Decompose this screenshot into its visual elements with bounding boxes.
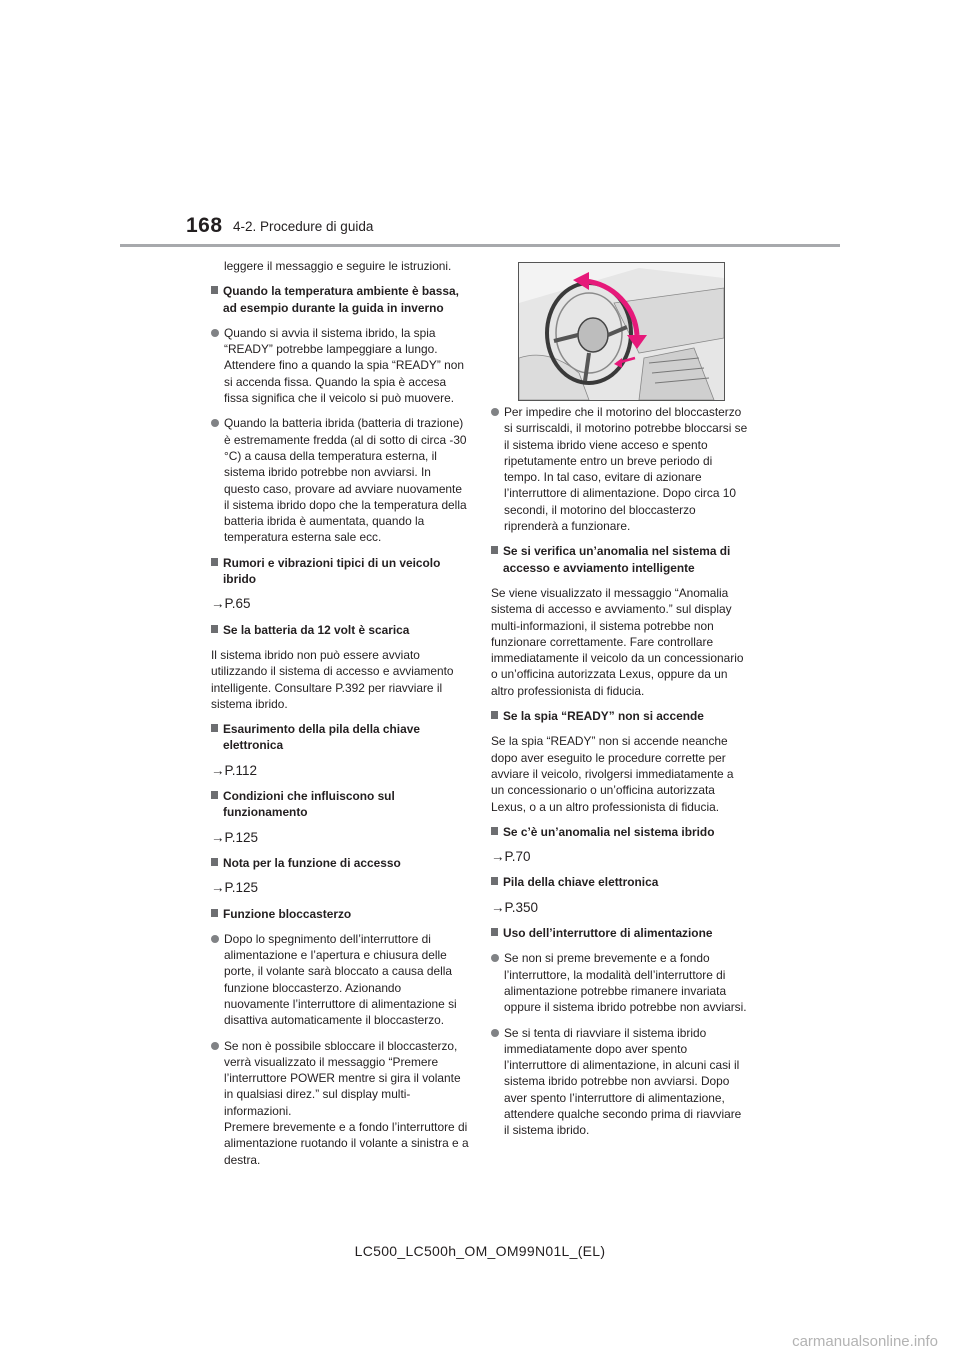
intro-text: leggere il messaggio e seguire le istruzioni. xyxy=(224,259,452,273)
bullet-ready-blink: Quando si avvia il sistema ibrido, la spia “READY” potrebbe lampeggiare a lungo. Attendere fino a quando la spia “READY” non si accenda fissa. Quando la spia è accesa fissa significa che il veicolo si può muovere. xyxy=(211,325,469,406)
page-reference[interactable]: →P.112 xyxy=(211,762,258,778)
bullet-steering-lock-2: Se non è possibile sbloccare il bloccasterzo, verrà visualizzato il messaggio “Premere l’interruttore POWER mentre si gira il volante in qualsiasi direz.” sul display multi-informazioni. Premere brevemente e a fondo l’interruttore di alimentazione ruotando il volante a sinistra e a destra. xyxy=(211,1038,469,1168)
bullet-lock-motor: Per impedire che il motorino del bloccasterzo si surriscaldi, il motorino potrebbe bloccarsi se il sistema ibrido viene acceso e spento ripetutamente entro un breve periodo di tempo. In tal caso, evitare di azionare l’interruttore di alimentazione. Dopo circa 10 secondi, il motorino del bloccasterzo riprenderà a funzionare. xyxy=(491,404,749,534)
heading-key-battery: Esaurimento della pila della chiave elettronica xyxy=(211,721,469,754)
page-reference[interactable]: →P.125 xyxy=(211,829,259,845)
square-bullet-icon xyxy=(491,877,498,885)
heading-steering-lock: Funzione bloccasterzo xyxy=(211,906,469,922)
footer-code: LC500_LC500h_OM_OM99N01L_(EL) xyxy=(354,1243,606,1259)
square-bullet-icon xyxy=(211,909,218,917)
bullet-power-1: Se non si preme brevemente e a fondo l’interruttore, la modalità dell’interruttore di alimentazione potrebbe rimanere invariata oppure il sistema ibrido potrebbe non avviarsi. xyxy=(491,950,749,1015)
page-reference[interactable]: →P.350 xyxy=(491,899,539,915)
heading-key-cell: Pila della chiave elettronica xyxy=(491,874,749,890)
square-bullet-icon xyxy=(491,546,498,554)
square-bullet-icon xyxy=(491,711,498,719)
square-bullet-icon xyxy=(211,858,218,866)
bullet-dot-icon xyxy=(211,419,219,427)
paragraph-12v-battery: Il sistema ibrido non può essere avviato utilizzando il sistema di accesso e avviamento intelligente. Consultare P.392 per riavviare il sistema ibrido. xyxy=(211,647,454,711)
square-bullet-icon xyxy=(211,724,218,732)
bullet-dot-icon xyxy=(211,1042,219,1050)
bullet-dot-icon xyxy=(491,1029,499,1037)
watermark[interactable]: carmanualsonline.info xyxy=(792,1333,938,1350)
heading-hybrid-fault: Se c’è un’anomalia nel sistema ibrido xyxy=(491,824,749,840)
heading-noise: Rumori e vibrazioni tipici di un veicolo ibrido xyxy=(211,555,469,588)
square-bullet-icon xyxy=(211,791,218,799)
heading-power-switch: Uso dell’interruttore di alimentazione xyxy=(491,925,749,941)
page-reference[interactable]: →P.70 xyxy=(491,849,531,865)
right-column xyxy=(491,404,749,1148)
steering-illustration xyxy=(518,262,725,401)
header-rule xyxy=(120,244,840,247)
heading-conditions: Condizioni che influiscono sul funzionamento xyxy=(211,788,469,821)
heading-ready-off: Se la spia “READY” non si accende xyxy=(491,708,749,724)
heading-low-temperature: Quando la temperatura ambiente è bassa, ad esempio durante la guida in inverno xyxy=(211,283,469,316)
bullet-dot-icon xyxy=(211,935,219,943)
square-bullet-icon xyxy=(491,928,498,936)
steering-wheel-illustration xyxy=(519,263,724,400)
heading-anomaly: Se si verifica un’anomalia nel sistema di accesso e avviamento intelligente xyxy=(491,543,749,576)
paragraph-ready-off: Se la spia “READY” non si accende neanche dopo aver eseguito le procedure corrette per avviare il veicolo, rivolgersi immediatamente a un concessionario o un’officina autorizzata Lexus, o a un altro professionista di fiducia. xyxy=(491,734,734,814)
bullet-dot-icon xyxy=(491,408,499,416)
page-reference[interactable]: →P.125 xyxy=(211,880,259,896)
square-bullet-icon xyxy=(211,286,218,294)
bullet-power-2: Se si tenta di riavviare il sistema ibrido immediatamente dopo aver spento l’interruttore di alimentazione, in alcuni casi il sistema ibrido potrebbe non avviarsi. Dopo aver spento l’interruttore di alimentazione, attendere qualche secondo prima di riavviare il sistema ibrido. xyxy=(491,1025,749,1139)
left-column xyxy=(211,258,469,1177)
square-bullet-icon xyxy=(211,625,218,633)
bullet-dot-icon xyxy=(211,329,219,337)
heading-12v-battery: Se la batteria da 12 volt è scarica xyxy=(211,622,469,638)
bullet-steering-lock-1: Dopo lo spegnimento dell’interruttore di alimentazione e l’apertura e chiusura delle porte, il volante sarà bloccato a causa della funzione bloccasterzo. Azionando nuovamente l’interruttore di alimentazione si disattiva automaticamente il bloccasterzo. xyxy=(211,931,469,1029)
square-bullet-icon xyxy=(211,558,218,566)
heading-access: Nota per la funzione di accesso xyxy=(211,855,469,871)
section-title: 4-2. Procedure di guida xyxy=(233,219,374,234)
bullet-battery-cold: Quando la batteria ibrida (batteria di trazione) è estremamente fredda (al di sotto di circa -30 °C) a causa della temperatura esterna, il sistema ibrido potrebbe non avviarsi. In questo caso, provare ad avviare nuovamente il sistema ibrido dopo che la temperatura della batteria ibrida è aumentata, quando la temperatura esterna sale ecc. xyxy=(211,415,469,545)
paragraph-anomaly: Se viene visualizzato il messaggio “Anomalia sistema di accesso e avviamento.” sul display multi-informazioni, il sistema potrebbe non funzionare correttamente. Fare controllare immediatamente il veicolo da un concessionario o un’officina autorizzata Lexus, oppure da un altro professionista di fiducia. xyxy=(491,585,744,698)
page-number: 168 xyxy=(186,214,223,237)
bullet-dot-icon xyxy=(491,954,499,962)
square-bullet-icon xyxy=(491,827,498,835)
page-reference[interactable]: →P.65 xyxy=(211,596,251,612)
